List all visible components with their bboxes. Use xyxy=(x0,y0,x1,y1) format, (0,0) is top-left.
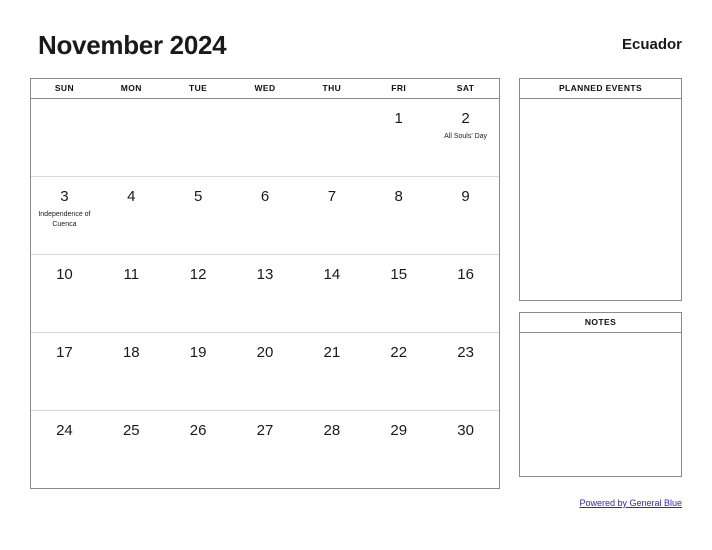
day-number: 10 xyxy=(56,266,73,283)
calendar-day-cell[interactable] xyxy=(365,177,432,254)
calendar-day-cell[interactable] xyxy=(31,411,98,488)
day-number: 13 xyxy=(256,266,274,283)
day-number: 24 xyxy=(56,422,73,439)
calendar-day-cell[interactable] xyxy=(98,411,165,488)
day-number: 21 xyxy=(323,344,341,361)
page-header xyxy=(30,30,682,70)
calendar-day-cell[interactable] xyxy=(365,99,432,176)
weekday-thu: THU xyxy=(322,83,342,93)
day-number: 2 xyxy=(461,110,470,127)
calendar-day-cell[interactable] xyxy=(298,255,365,332)
calendar-day-cell[interactable] xyxy=(31,333,98,410)
powered-by-link[interactable]: Powered by General Blue xyxy=(579,498,682,508)
day-number: 5 xyxy=(193,188,203,205)
day-number: 1 xyxy=(394,110,403,127)
planned-events-body[interactable] xyxy=(520,99,681,320)
calendar-day-cell[interactable] xyxy=(232,411,299,488)
day-number: 26 xyxy=(189,422,207,439)
calendar-day-cell[interactable] xyxy=(298,99,365,176)
day-number: 11 xyxy=(123,266,140,283)
calendar-day-cell[interactable] xyxy=(31,177,98,254)
weekday-tue: TUE xyxy=(189,83,208,93)
weekday-sun: SUN xyxy=(54,83,74,93)
day-event: Independence of Cuenca xyxy=(38,211,91,228)
day-event: All Souls' Day xyxy=(444,133,488,140)
day-number: 12 xyxy=(189,266,207,283)
calendar-day-cell[interactable] xyxy=(432,177,499,254)
calendar-day-cell[interactable] xyxy=(31,99,98,176)
calendar-day-cell[interactable] xyxy=(298,177,365,254)
calendar-day-cell[interactable] xyxy=(365,255,432,332)
day-number: 16 xyxy=(457,266,474,283)
day-number: 23 xyxy=(457,344,474,361)
day-number: 15 xyxy=(390,266,408,283)
footer xyxy=(579,498,682,508)
day-number: 22 xyxy=(390,344,408,361)
calendar-day-cell[interactable] xyxy=(165,333,232,410)
notes-body[interactable] xyxy=(520,333,681,496)
day-number: 28 xyxy=(323,422,341,439)
calendar-week-row xyxy=(31,410,499,488)
calendar-day-cell[interactable] xyxy=(165,177,232,254)
calendar-day-cell[interactable] xyxy=(98,333,165,410)
planned-events-panel xyxy=(519,78,682,301)
country-label: Ecuador xyxy=(621,36,682,53)
day-number: 6 xyxy=(260,188,270,205)
day-number: 9 xyxy=(461,188,470,205)
calendar-day-cell[interactable] xyxy=(165,411,232,488)
day-number: 7 xyxy=(327,188,337,205)
calendar-day-cell[interactable] xyxy=(232,333,299,410)
calendar-day-cell[interactable] xyxy=(432,333,499,410)
weekday-wed: WED xyxy=(254,83,276,93)
calendar-day-cell[interactable] xyxy=(98,177,165,254)
calendar-day-cell[interactable] xyxy=(365,411,432,488)
day-number: 20 xyxy=(256,344,274,361)
day-number: 4 xyxy=(127,188,136,205)
calendar-day-cell[interactable] xyxy=(98,99,165,176)
weekday-fri: FRI xyxy=(391,83,407,93)
notes-panel xyxy=(519,312,682,477)
page-title: November 2024 xyxy=(38,30,227,60)
day-number: 25 xyxy=(122,422,140,439)
calendar-day-cell[interactable] xyxy=(232,255,299,332)
day-number: 3 xyxy=(60,188,69,205)
weekday-mon: MON xyxy=(120,83,142,93)
calendar-day-cell[interactable] xyxy=(365,333,432,410)
calendar-day-cell[interactable] xyxy=(165,99,232,176)
calendar-day-cell[interactable] xyxy=(232,99,299,176)
calendar-day-cell[interactable] xyxy=(432,99,499,176)
day-number: 17 xyxy=(56,344,73,361)
day-number: 14 xyxy=(323,266,341,283)
day-number: 30 xyxy=(457,422,474,439)
weekday-sat: SAT xyxy=(456,83,475,93)
notes-title: NOTES xyxy=(520,313,681,333)
calendar-week-row xyxy=(31,99,499,176)
calendar-week-row xyxy=(31,332,499,410)
calendar-day-cell[interactable] xyxy=(165,255,232,332)
calendar-week-row xyxy=(31,176,499,254)
weekday-header-row xyxy=(31,79,499,99)
calendar-day-cell[interactable] xyxy=(432,255,499,332)
day-number: 8 xyxy=(394,188,403,205)
planned-events-title: PLANNED EVENTS xyxy=(520,79,681,99)
day-number: 27 xyxy=(256,422,274,439)
day-number: 19 xyxy=(189,344,207,361)
calendar-day-cell[interactable] xyxy=(98,255,165,332)
calendar-day-cell[interactable] xyxy=(232,177,299,254)
day-number: 29 xyxy=(390,422,408,439)
calendar-day-cell[interactable] xyxy=(298,333,365,410)
calendar-grid xyxy=(30,78,500,489)
calendar-day-cell[interactable] xyxy=(31,255,98,332)
calendar-week-row xyxy=(31,254,499,332)
calendar-day-cell[interactable] xyxy=(432,411,499,488)
calendar-day-cell[interactable] xyxy=(298,411,365,488)
day-number: 18 xyxy=(122,344,140,361)
